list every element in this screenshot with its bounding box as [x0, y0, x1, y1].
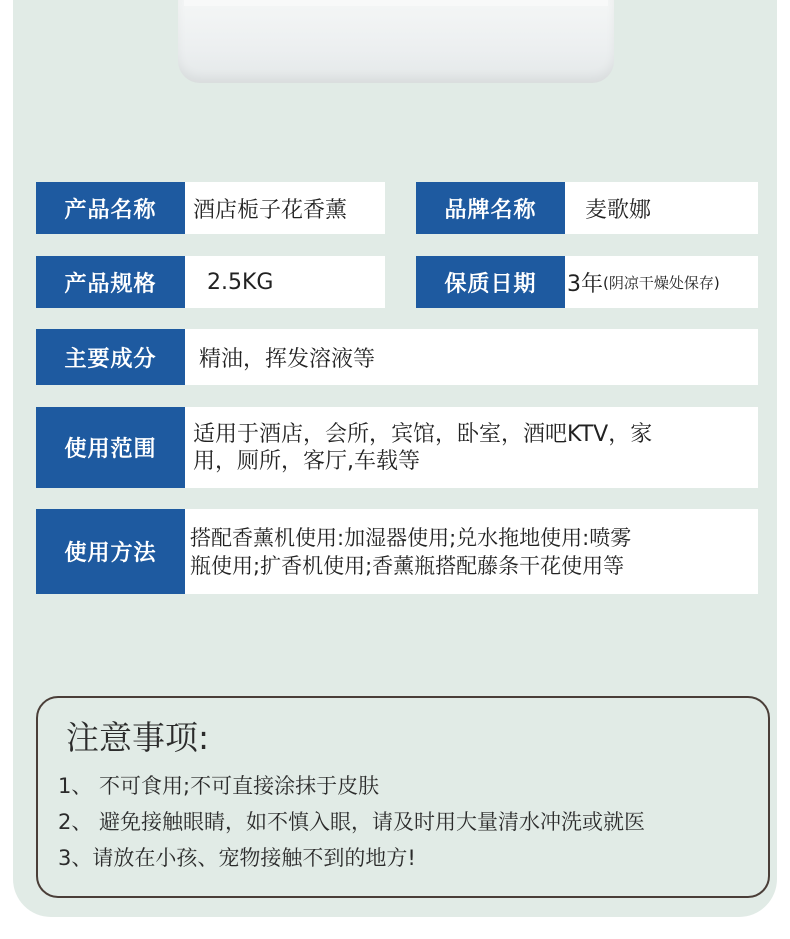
spec-label-brand: 品牌名称 — [416, 182, 565, 234]
notice-item-2: 2、 避免接触眼睛，如不慎入眼，请及时用大量清水冲洗或就医 — [58, 810, 646, 834]
notice-item-1: 1、 不可食用;不可直接涂抹于皮肤 — [58, 774, 380, 798]
method-line-2: 瓶使用;扩香机使用;香薰瓶搭配藤条干花使用等 — [190, 553, 625, 578]
spec-value-brand: 麦歌娜 — [565, 182, 758, 234]
spec-value-size: 2.5KG — [185, 256, 385, 308]
spec-label-scope: 使用范围 — [36, 407, 185, 488]
shelf-life-note: (阴凉干燥处保存) — [603, 273, 720, 292]
shelf-life-years: 3年 — [567, 271, 603, 297]
method-line-1: 搭配香薰机使用:加湿器使用;兑水拖地使用:喷雾 — [190, 525, 632, 550]
spec-label-size: 产品规格 — [36, 256, 185, 308]
notice-box — [36, 696, 770, 898]
spec-label-method: 使用方法 — [36, 509, 185, 594]
notice-item-3: 3、请放在小孩、宠物接触不到的地方! — [58, 846, 416, 870]
notice-title: 注意事项: — [66, 718, 210, 757]
scope-line-1: 适用于酒店，会所，宾馆，卧室，酒吧KTV，家 — [193, 421, 653, 447]
spec-value-scope — [185, 407, 758, 488]
spec-label-name: 产品名称 — [36, 182, 185, 234]
spec-label-shelf-life: 保质日期 — [416, 256, 565, 308]
spec-value-shelf-life — [565, 256, 758, 308]
spec-value-ingredients: 精油，挥发溶液等 — [185, 329, 758, 385]
spec-value-name: 酒店栀子花香薰 — [185, 182, 385, 234]
product-container-bottom — [178, 0, 614, 83]
spec-value-method — [185, 509, 758, 594]
spec-label-ingredients: 主要成分 — [36, 329, 185, 385]
scope-line-2: 用，厕所，客厅,车载等 — [193, 448, 420, 474]
